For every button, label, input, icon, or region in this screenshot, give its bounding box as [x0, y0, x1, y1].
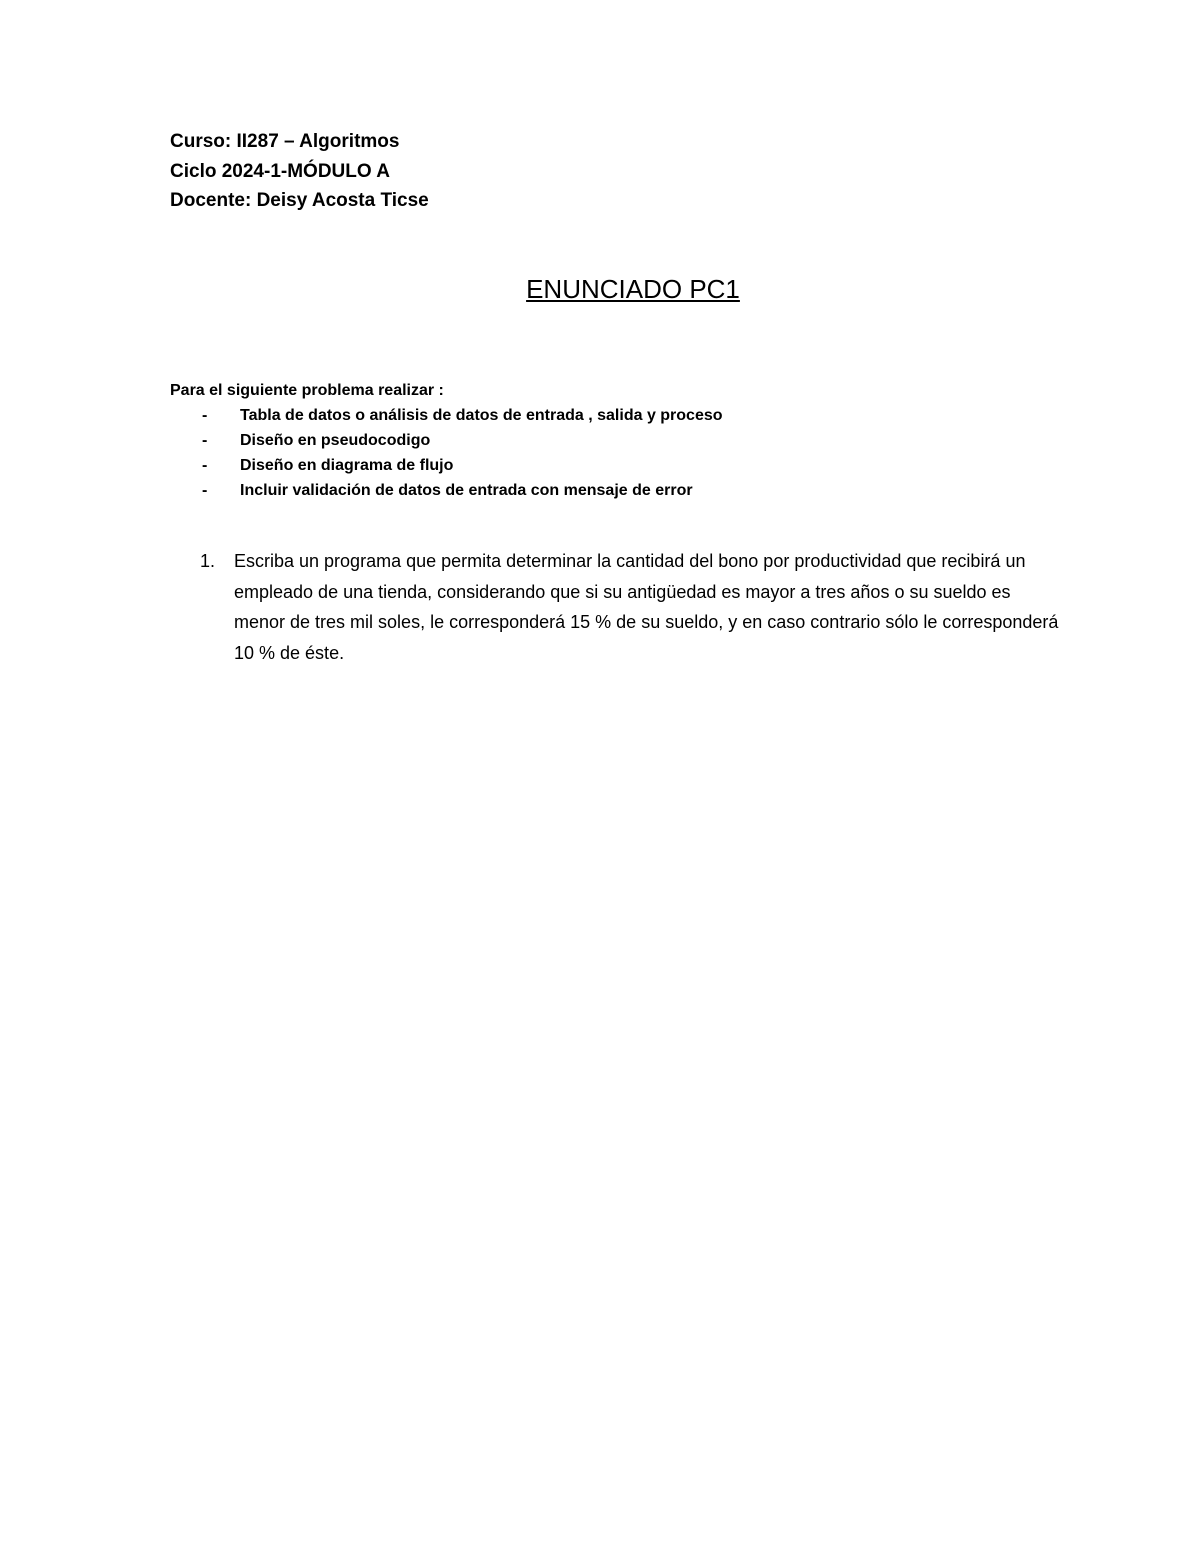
bullet-dash: -	[202, 482, 208, 499]
requirement-text: Diseño en diagrama de flujo	[240, 457, 454, 474]
requirement-text: Diseño en pseudocodigo	[240, 432, 431, 449]
bullet-dash: -	[202, 432, 208, 449]
teacher-line: Docente: Deisy Acosta Ticse	[170, 190, 429, 211]
page-title: ENUNCIADO PC1	[526, 274, 740, 304]
problem-number: 1.	[200, 551, 216, 571]
requirement-text: Tabla de datos o análisis de datos de entrada , salida y proceso	[240, 407, 723, 424]
instructions-intro: Para el siguiente problema realizar :	[170, 382, 444, 399]
bullet-dash: -	[202, 407, 208, 424]
course-line: Curso: II287 – Algoritmos	[170, 131, 400, 152]
problem-text: Escriba un programa que permita determinar la cantidad del bono por productividad que recibirá un empleado de una tienda, considerando que si su antigüedad es mayor a tres años o su sueldo es menor de tres mil soles, le corresponderá 15 % de su sueldo, y en caso contrario sólo le corresponderá 10 % de éste.	[234, 551, 1059, 663]
cycle-line: Ciclo 2024-1-MÓDULO A	[170, 161, 390, 182]
problem-statement	[200, 546, 1060, 668]
bullet-dash: -	[202, 457, 208, 474]
requirement-text: Incluir validación de datos de entrada con mensaje de error	[240, 482, 693, 499]
